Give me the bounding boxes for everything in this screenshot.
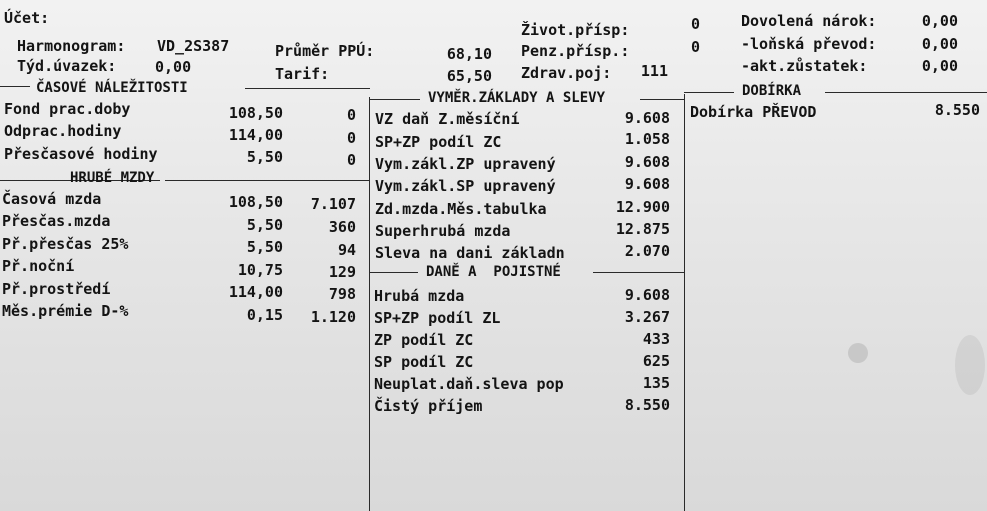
vymer-rule-right [640,99,684,100]
table-row-label: Dobírka PŘEVOD [690,103,817,121]
zdrav-poj-value: 111 [640,62,668,80]
divider-middle [684,94,685,511]
table-row-hours: 5,50 [246,238,283,256]
table-row-amount: 360 [328,218,356,236]
table-row-label: Př.noční [2,257,75,275]
table-row-label: Superhrubá mzda [375,222,511,240]
prumer-ppu-value: 68,10 [446,45,492,63]
table-row-amount: 9.608 [624,153,670,171]
akt-zustatek-label: -akt.zůstatek: [741,57,868,75]
table-row-amount: 7.107 [310,195,356,213]
table-row-label: Čistý příjem [374,397,483,415]
table-row-amount: 12.900 [615,198,670,216]
table-row-amount: 1.120 [310,308,356,326]
table-row-amount: 8.550 [934,101,980,119]
vymer-rule-left [370,99,420,100]
dobirka-rule-left [684,92,734,93]
table-row-amount: 3.267 [624,308,670,326]
table-row-label: VZ daň Z.měsíční [375,110,520,128]
casove-title: ČASOVÉ NÁLEŽITOSTI [36,80,188,96]
table-row-amount: 12.875 [615,220,670,238]
dobirka-rule-right [825,92,987,93]
table-row-label: SP podíl ZC [374,353,474,371]
divider-left [369,97,370,511]
tyd-uvazek-label: Týd.úvazek: [17,57,117,75]
zivot-prisp-label: Život.přísp: [521,21,630,39]
table-row-label: Měs.prémie D-% [2,302,129,320]
dane-title: DANĚ A POJISTNÉ [426,264,561,280]
table-row-label: Sleva na dani základn [375,244,565,262]
table-row-amount: 9.608 [624,286,670,304]
table-row-label: Př.přesčas 25% [2,235,129,253]
table-row-amount: 9.608 [624,109,670,127]
table-row-label: Vym.zákl.SP upravený [375,177,556,195]
table-row-hours: 108,50 [228,193,283,211]
table-row-label: Vym.zákl.ZP upravený [375,155,556,173]
zivot-prisp-value: 0 [690,15,700,33]
table-row-amount: 0 [346,106,356,124]
table-row-label: Neuplat.daň.sleva pop [374,375,564,393]
vymer-title: VYMĚR.ZÁKLADY A SLEVY [428,90,606,106]
table-row-amount: 798 [328,285,356,303]
tarif-value: 65,50 [446,67,492,85]
table-row-label: Odprac.hodiny [4,122,122,140]
table-row-amount: 8.550 [624,396,670,414]
table-row-amount: 0 [346,151,356,169]
dobirka-title: DOBÍRKA [742,83,802,99]
tarif-label: Tarif: [275,65,330,83]
dane-rule-left [370,272,418,273]
table-row-hours: 5,50 [246,148,283,166]
lonska-prevod-label: -loňská převod: [741,35,877,53]
penz-prisp-label: Penz.přísp.: [521,42,630,60]
casove-rule-left [0,86,30,87]
table-row-label: Př.prostředí [2,280,111,298]
prumer-ppu-label: Průměr PPÚ: [275,42,375,60]
table-row-amount: 9.608 [624,175,670,193]
table-row-label: Časová mzda [2,190,102,208]
table-row-label: SP+ZP podíl ZL [374,309,501,327]
casove-rule-right [245,88,370,89]
penz-prisp-value: 0 [690,38,700,56]
table-row-amount: 94 [337,241,356,259]
table-row-amount: 2.070 [624,242,670,260]
lonska-prevod-value: 0,00 [921,35,958,53]
table-row-amount: 129 [328,263,356,281]
table-row-hours: 114,00 [228,283,283,301]
hrube-title: HRUBÉ MZDY [70,170,155,186]
harmonogram-value: VD_2S387 [157,37,230,55]
table-row-amount: 135 [642,374,670,392]
hrube-rule-right [165,180,369,181]
table-row-label: Přesčas.mzda [2,212,111,230]
harmonogram-label: Harmonogram: [17,37,126,55]
table-row-label: Přesčasové hodiny [4,145,158,163]
zdrav-poj-label: Zdrav.poj: [521,64,612,82]
table-row-hours: 10,75 [237,261,283,279]
table-row-amount: 1.058 [624,130,670,148]
table-row-label: Fond prac.doby [4,100,131,118]
table-row-label: Hrubá mzda [374,287,465,305]
table-row-hours: 5,50 [246,216,283,234]
table-row-amount: 0 [346,129,356,147]
table-row-hours: 114,00 [228,126,283,144]
akt-zustatek-value: 0,00 [921,57,958,75]
paper-stain [848,343,868,363]
paper-stain [955,335,985,395]
table-row-amount: 625 [642,352,670,370]
dovolena-narok-value: 0,00 [921,12,958,30]
table-row-hours: 0,15 [246,306,283,324]
table-row-label: SP+ZP podíl ZC [375,133,502,151]
table-row-amount: 433 [642,330,670,348]
tyd-uvazek-value: 0,00 [155,58,192,76]
dane-rule-right [593,272,684,273]
dovolena-narok-label: Dovolená nárok: [741,12,877,30]
table-row-label: ZP podíl ZC [374,331,474,349]
table-row-label: Zd.mzda.Měs.tabulka [375,200,547,218]
ucet-label: Účet: [4,9,50,27]
table-row-hours: 108,50 [228,104,283,122]
